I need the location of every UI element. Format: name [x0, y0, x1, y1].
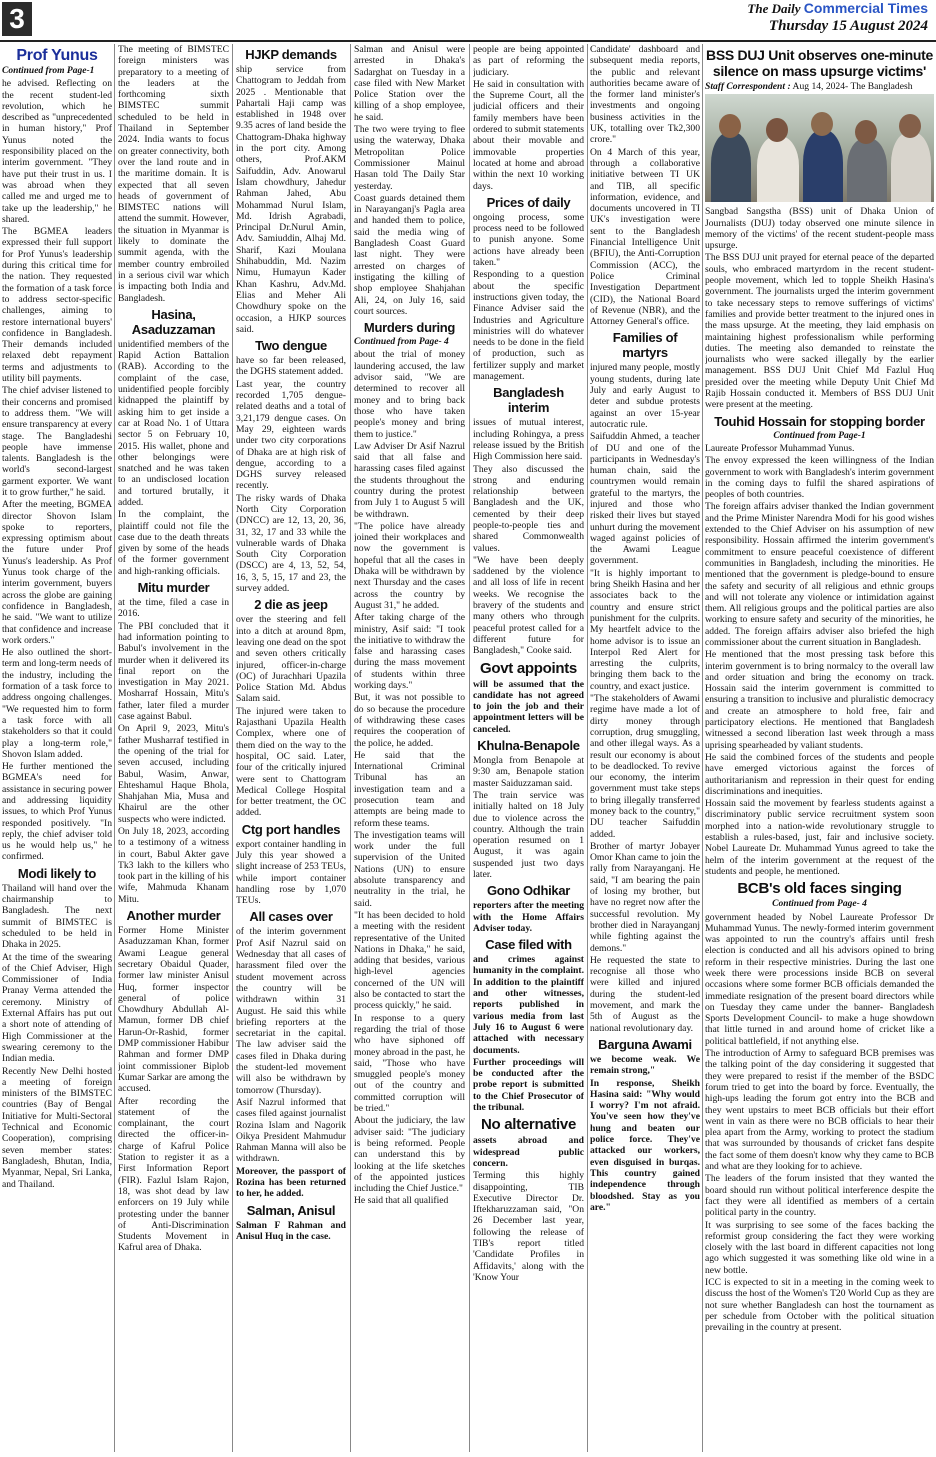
- byline: [705, 81, 934, 92]
- article-paragraph: Candidate' dashboard and subsequent media reports, the public and relevant authorities became aware of the former land minister's investments and ongoing business activities in the UK, totalling over Tk2,300 crore.": [590, 44, 700, 146]
- headline-mitu-murder: Mitu murder: [137, 580, 210, 596]
- article-paragraph: The chief adviser listened to their concerns and promised to address them. "We will ensure transparency at every stage. The Bangladeshi people have immense talents. Bangladesh is the world's second-largest garment exporter. We want it to grow further," he said.: [2, 385, 112, 498]
- article-paragraph: The meeting of BIMSTEC foreign ministers was preparatory to a meeting of the leaders at the forthcoming sixth BIMSTEC summit scheduled to be held in Thailand in September 2024. India wants to focus on greater connectivity, both over the land route and in the maritime domain. It is expected that all seven heads of government of BIMSTEC nations will attend the summit. However, the situation in Myanmar is likely to dominate the summit agenda, with the member country embroiled in a serious civil war which is impacting both India and Bangladesh.: [118, 44, 229, 304]
- article-paragraph: He said the combined forces of the students and people have emerged victorious against the forces of authoritarianism and repression in their quest for ending discriminations and inequities.: [705, 751, 934, 797]
- column-5: [473, 44, 584, 1452]
- article-paragraph: export container handling in July this year showed a slight increase of 253 TEUs, while import container handling rose by 1,070 TEUs.: [236, 838, 346, 907]
- article-paragraph: Coast guards detained them in Narayanganj's Pagla area and handed them to police, said the media wing of Bangladesh Coast Guard last night. They were arrested on charges of instigating the killing of shop employee Shahjahan Ali, 24, on July 16, said court sources.: [354, 192, 465, 317]
- continued-note: Continued from Page- 4: [354, 337, 449, 348]
- article-paragraph: "The stakeholders of Awami regime have made a lot of dirty money through corruption, drug smuggling, and other illegal ways. As a result our economy is about to be deadlocked. To revive our economy, the interim government must take steps to bring illegally transferred money back to the country," DU teacher Saifuddin added.: [590, 693, 700, 840]
- article-paragraph: ICC is expected to sit in a meeting in the coming week to discuss the host of the Women's T20 World Cup as they are not sure whether Bangladesh can host the tournament as per schedule from October with the political situation prevailing in the country at present.: [705, 1277, 934, 1334]
- article-paragraph: The train service was initially halted on 18 July due to violence across the country. Although the train operation resumed on 1 August, it was again suspended just two days later.: [473, 789, 584, 880]
- article-paragraph: unidentified members of the Rapid Action Battalion (RAB). According to the complaint of the case, unidentified people forcibly kidnapped the plaintiff by asking him to get inside a car at Road No. 1 of Uttara sector 5 on February 10, 2015. His wallet, phone and other belongings were snatched and he was taken to an undisclosed location and tortured brutally, it added.: [118, 338, 229, 508]
- byline-label: Staff Correspondent :: [705, 81, 791, 92]
- article-paragraph: "It has been decided to hold a meeting with the resident representative of the United Nations in Dhaka," he said, adding that besides, various high-level agencies concerned of the UN will also be contacted to start the process quickly," he said.: [354, 909, 465, 1012]
- newspaper-brand: Commercial Times: [803, 0, 928, 16]
- article-paragraph: The foreign affairs adviser thanked the Indian government and the Prime Minister Narendra Modi for his good wishes extended to the Chief Adviser on his assumption of new responsibility. Hossain affirmed the interim government's commitment to ensure peaceful coexistence of different communities in Bangladesh, including the minorities. He mentioned that the government is pledge-bound to ensure the safety and security of all religious and ethnic groups and will not tolerate any violence or intimidation against them. All religious groups and the political parties are also working to ensure safety and security of the minorities, he added. The foreign affairs adviser also briefed the high commissioner about the current situation in Bangladesh.: [705, 501, 934, 648]
- headline-no-alternative: No alternative: [481, 1116, 576, 1134]
- headline-khulna-benapole: Khulna-Benapole: [477, 738, 580, 754]
- page-number: 3: [2, 2, 32, 36]
- article-paragraph: He mentioned that the most pressing task before this interim government is to bring normalcy to the overall law and order situation and bring the economy on track. Hossain said the interim government is committed to ensuring a transition to inclusive and pluralistic democracy and create an atmosphere to hold free, fair and participatory elections. He mentioned that Bangladesh witnessed a second liberation last week through a mass uprising spearheaded by valiant students.: [705, 649, 934, 751]
- column-divider: [350, 44, 351, 1452]
- newspaper-name: [747, 0, 928, 17]
- article-paragraph: Salman and Anisul were arrested in Dhaka's Sadarghat on Tuesday in a case filed with New Market Police Station over the killing of a shop employee, he said.: [354, 44, 465, 123]
- column-1: [2, 44, 112, 1452]
- article-paragraph: Laureate Professor Muhammad Yunus.: [705, 442, 855, 454]
- article-paragraph: Saifuddin Ahmed, a teacher of DU and one of the participants in Wednesday's human chain, said the countrymen would remain grateful to the martyrs, the injured and those who risked their lives but stayed unhurt during the movement waged against policies of the Awami League government.: [590, 431, 700, 567]
- article-paragraph: Thailand will hand over the chairmanship to Bangladesh. The next summit of BIMSTEC is scheduled to be held in Dhaka in 2025.: [2, 882, 112, 951]
- article-paragraph: Brother of martyr Jobayer Omor Khan came to join the rally from Narayanganj. He said, "I am bearing the pain of losing my brother, but have no regret now after the successful revolution. My brother died in Narayanganj while fighting against the demons.": [590, 840, 700, 954]
- headline-families-martyrs: Families of martyrs: [612, 330, 678, 361]
- continued-note: Continued from Page-1: [773, 430, 866, 441]
- article-paragraph: injured many people, mostly young students, during late July and early August to deter and subdue protests against an over 15-year autocratic rule.: [590, 362, 700, 430]
- column-divider: [702, 44, 703, 1452]
- article-paragraph: They also discussed the strong and enduring relationship between Bangladesh and the UK, cemented by their deep people-to-people ties and shared Commonwealth values.: [473, 463, 584, 554]
- headline-ctg-port: Ctg port handles: [241, 821, 341, 837]
- headline-murders-during: Murders during: [363, 320, 456, 336]
- article-paragraph: issues of mutual interest, including Rohingya, a press release issued by the British High Commission here said.: [473, 417, 584, 463]
- article-paragraph: about the trial of money laundering accused, the law advisor said, "We are determined to recover all money and to bring back those who have taken people's money and bring them to justice.": [354, 349, 465, 440]
- headline-case-filed: Case filed with: [485, 937, 572, 953]
- headline-prices-daily: Prices of daily: [486, 194, 571, 210]
- article-paragraph: The envoy expressed the keen willingness of the Indian government to work with Bangladesh's interim government in the coming days to fulfil the shared aspirations of peoples of both countries.: [705, 455, 934, 501]
- article-paragraph: The injured were taken to Rajasthani Upazila Health Complex, where one of them died on the way to the hospital, OC said. Later, four of the critically injured were sent to Chattogram Medical College Hospital for better treatment, the OC added.: [236, 705, 346, 819]
- article-paragraph: He further mentioned the BGMEA's need for assistance in securing power and addressing liquidity issues, to which Prof Yunus responded positively. "In reply, the chief adviser told us he would help us," he confirmed.: [2, 761, 112, 863]
- column-2: [118, 44, 229, 1452]
- issue-date: Thursday 15 August 2024: [768, 18, 928, 34]
- article-paragraph: Hossain said the movement by fearless students against a discriminatory public service recruitment system soon morphed into a nation-wide revolutionary struggle to establish a rules-based, just, fair and inclusive society. Nobel Laureate Dr. Muhammad Yunus agreed to take the helm of the interim government at the request of the students and people, he mentioned.: [705, 798, 934, 877]
- column-divider: [232, 44, 233, 1452]
- headline-bss-duj: BSS DUJ Unit observes one-minute silence on mass upsurge victims': [706, 47, 933, 79]
- headline-gono-odhikar: Gono Odhikar: [486, 883, 571, 899]
- article-paragraph: The investigation teams will work under the full supervision of the United Nations (UN) to ensure absolute transparency and neutrality in the trial, he said.: [354, 829, 465, 909]
- article-paragraph: Responding to a question about the specific instructions given today, the Finance Adviser said the Industries and Agriculture ministries will do whatever needs to be done in the field of production, such as fertilizer supply and market management.: [473, 269, 584, 383]
- article-paragraph: at the time, filed a case in 2016.: [118, 597, 229, 620]
- headline-barguna-awami: Barguna Awami: [598, 1036, 692, 1052]
- headline-two-dengue: Two dengue: [255, 338, 327, 354]
- headline-touhid-hossain: Touhid Hossain for stopping border: [714, 413, 925, 429]
- article-paragraph: Mongla from Benapole at 9:30 am, Benapole station master Saiduzzaman said.: [473, 755, 584, 789]
- byline-text: Aug 14, 2024- The Bangladesh: [790, 81, 913, 92]
- headline-govt-appoints: Govt appoints: [480, 659, 577, 677]
- article-paragraph: over the steering and fell into a ditch at around 8pm, leaving one dead on the spot and seven others critically injured, officer-in-charge (OC) of Jurachhari Upazila Police Station Md. Abdus Salam said.: [236, 614, 346, 705]
- newspaper-prefix: The Daily: [747, 1, 801, 16]
- article-paragraph: After taking charge of the ministry, Asif said: "I took the initiative to withdraw the false and harassing cases during the mass movement of students within three working days.": [354, 612, 465, 692]
- article-paragraph: we become weak. We remain strong,": [590, 1053, 700, 1077]
- article-paragraph: of the interim government Prof Asif Nazrul said on Wednesday that all cases of harassment filed over the student movement across the country will be withdrawn within 31 August. He said this while briefing reporters at the secretariat in the capital. The law adviser said the cases filed in Dhaka during the student-led movement will also be withdrawn by tomorrow (Thursday).: [236, 926, 346, 1096]
- article-paragraph: Further proceedings will be conducted after the probe report is submitted to the Chief Prosecutor of the tribunal.: [473, 1056, 584, 1114]
- article-paragraph: and crimes against humanity in the complaint. In addition to the plaintiff and other witnesses, reports published in various media from last July 16 to August 6 were attached with necessary documents.: [473, 954, 584, 1056]
- article-paragraph: The BGMEA leaders expressed their full support for Prof Yunus's leadership during this critical time for the nation. They requested the formation of a task force to address sector-specific challenges, aiming to restore international buyers' confidence in Bangladesh. Their demands included relaxed debt repayment terms and adjustments to utility bill payments.: [2, 226, 112, 385]
- column-divider: [587, 44, 588, 1452]
- article-paragraph: He also outlined the short-term and long-term needs of the industry, including the formation of a task force to address ongoing challenges. "We requested him to form a task force with all stakeholders so that it could play a long-term role," Shovon Islam added.: [2, 647, 112, 760]
- page-masthead: [0, 0, 936, 42]
- article-paragraph: ongoing process, some process need to be followed to punish anyone. Some actions have already been taken.": [473, 211, 584, 269]
- article-paragraph: people are being appointed as part of reforming the judiciary.: [473, 44, 584, 78]
- article-paragraph: In response to a query regarding the trial of those who have siphoned off money abroad in the past, he said, "Those who have smuggled people's money out of the country and committed corruption will be tried.": [354, 1012, 465, 1115]
- article-paragraph: Former Home Minister Asaduzzaman Khan, former Awami League general secretary Obaidul Quader, former law minister Anisul Huq, former inspector general of police Chowdhury Abdullah Al-Mamun, former DB chief Harun-Or-Rashid, former DMP commissioner Habibur Rahman and former DMP joint commissioner Biplob Kumar Sarkar are among the accused.: [118, 925, 229, 1095]
- article-paragraph: It was surprising to see some of the faces backing the reformist group considering the fact they were working closely with the last board in different capacities not long ago which suggested it was something like old wine in a new bottle.: [705, 1219, 934, 1276]
- article-paragraph: will be assumed that the candidate has not agreed to join the job and their appointment letters will be canceled.: [473, 678, 584, 735]
- article-paragraph: Last year, the country recorded 1,705 dengue-related deaths and a total of 3,21,179 dengue cases. On May 29, eighteen wards under two city corporations of Dhaka are at high risk of dengue, according to a DGHS survey released recently.: [236, 378, 346, 492]
- article-paragraph: reporters after the meeting with the Home Affairs Adviser today.: [473, 900, 584, 934]
- column-divider: [114, 44, 115, 1452]
- article-paragraph: assets abroad and widespread public concern.: [473, 1135, 584, 1169]
- headline-prof-yunus: Prof Yunus: [16, 47, 98, 64]
- article-paragraph: "The police have already joined their workplaces and now the government is hopeful that all the cases in Dhaka will be withdrawn by next Thursday and the cases across the country by August 31," he added.: [354, 520, 465, 611]
- article-paragraph: Moreover, the passport of Rozina has been returned to her, he added.: [236, 1165, 346, 1200]
- headline-modi-likely: Modi likely to: [17, 865, 97, 881]
- article-paragraph: Terming this highly disappointing, TIB Executive Director Dr. Iftekharuzzaman said, "On 26 December last year, following the release of TIB's report titled 'Candidate Profiles in Affidavits,' along with the 'Know Your: [473, 1170, 584, 1283]
- article-paragraph: He said that the International Criminal Tribunal has an investigation team and a prosecution team and attempts are being made to reform these teams.: [354, 749, 465, 829]
- article-paragraph: On 4 March of this year, through a collaborative initiative between TI UK and TIB, all specific information, evidence, and documents uncovered in TI UK's investigation were sent to the Bangladesh Financial Intelligence Unit (BFIU), the Anti-Corruption Commission (ACC), the Police Criminal Investigation Department (CID), the National Board of Revenue (NBR), and the Attorney General's office.: [590, 146, 700, 328]
- article-paragraph: Salman F Rahman and Anisul Huq in the case.: [236, 1219, 346, 1242]
- article-paragraph: The introduction of Army to safeguard BCB premises was the talking point of the day considering it suggested that they were prepared to resist if the member of the BSDC forum tried to get into the board by force. Eventually, the high-ups leading the forum got entry into the BCB and they went upstairs to meet BCB officials but their effort went in vain as there were no BCB officials to hear their plea apart from the Army, working to protect the stadium that was surrounded by thousands of cricket fans despite the fact some of them doesn't know why they came to BCB and what are they looking for to achieve.: [705, 1048, 934, 1173]
- article-paragraph: have so far been released, the DGHS statement added.: [236, 355, 346, 378]
- headline-another-murder: Another murder: [126, 908, 221, 924]
- news-photo: [705, 94, 934, 202]
- article-paragraph: But, it was not possible to do so because the procedure of withdrawing these cases requires the cooperation of the police, he added.: [354, 692, 465, 749]
- headline-bcb-old-faces: BCB's old faces singing: [737, 880, 902, 898]
- headline-hasina-asaduzzaman: Hasina, Asaduzzaman: [131, 306, 216, 337]
- article-paragraph: The BSS DUJ unit prayed for eternal peace of the departed souls, who embraced martyrdom in the recent student-people movement, which led to topple Sheikh Hasina's government. The journalists urged the interim government to take necessary steps to remove sufferings of victims' families and provide better treatment to the injured ones in the mass upsurge. At the meeting, they laid emphasis on maintaining highest professionalism while performing duties. The meeting also demanded to reinstate the journalists who were sacked illegally by the earlier management. BSS DUJ Unit Chief Md Fazlul Huq presided over the meeting while Deputy Unit Chief Md Rajib Hossain conducted it. Members of BSS DUJ Unit were present at the meeting.: [705, 252, 934, 411]
- article-paragraph: In response, Sheikh Hasina said: "Why would I worry? I'm not afraid. You've seen how they've hung and beaten our police force. They've attacked our workers, even disguised in burqas. This country gained independence through bloodshed. Stay as you are.": [590, 1077, 700, 1213]
- headline-bangladesh-interim: Bangladesh interim: [493, 385, 564, 416]
- article-paragraph: The two were trying to flee using the waterway, Dhaka Metropolitan Police Commissioner Mainul Hasan told The Daily Star yesterday.: [354, 124, 465, 192]
- article-paragraph: The PBI concluded that it had information pointing to Babul's involvement in the murder when it delivered its final report on the investigation in May 2021. Mosharraf Hossain, Mitu's father, later filed a murder case against Babul.: [118, 620, 229, 723]
- continued-note: Continued from Page- 4: [772, 899, 867, 910]
- article-paragraph: About the judiciary, the law adviser said: "The judiciary is being reformed. People can understand this by looking at the life sketches of the appointed justices including the Chief Justice.": [354, 1115, 465, 1195]
- column-7: [705, 44, 934, 1452]
- article-paragraph: After recording the statement of the complainant, the court directed the officer-in-charge of Kafrul Police Station to register it as a First Information Report (FIR). Fazlul Islam Rajon, 18, was shot dead by law enforcers on 19 July while protesting under the banner of Anti-Discrimination Students Movement in Kafrul area of Dhaka.: [118, 1095, 229, 1254]
- article-paragraph: Recently New Delhi hosted a meeting of foreign ministers of the BIMSTEC countries (Bay of Bengal Initiative for Multi-Sectoral Technical and Economic Cooperation), comprising seven member states: Bangladesh, Bhutan, India, Myanmar, Nepal, Sri Lanka, and Thailand.: [2, 1065, 112, 1190]
- article-paragraph: The leaders of the forum insisted that they wanted the board should run without political interference despite the fact they were all identified as members of a certain political party in the country.: [705, 1173, 934, 1219]
- article-paragraph: He said in consultation with the Supreme Court, all the judicial officers and their family members have been ordered to submit statements about their movable and immovable properties located at home and abroad within the next 10 working days.: [473, 78, 584, 192]
- headline-salman-anisul: Salman, Anisul: [246, 1202, 336, 1218]
- article-paragraph: The risky wards of Dhaka North City Corporation (DNCC) are 12, 13, 20, 36, 31, 32, 17 and 33 while the vulnerable wards of Dhaka South City Corporation (DSCC) are 4, 13, 52, 54, 16, 3, 5, 15, 17 and 23, the survey added.: [236, 492, 346, 595]
- article-paragraph: "We have been deeply saddened by the violence and all loss of life in recent weeks. We recognise the bravery of the students and many others who through peaceful protest called for a different future for Bangladesh," Cooke said.: [473, 554, 584, 657]
- article-paragraph: government headed by Nobel Laureate Professor Dr Muhammad Yunus. The newly-formed interim government was appointed to run the country's affairs until fresh election is conducted and all his advisors opined to bring reform in their respective ministries. During the last one week there were processions inside BCB on several occasions where some former BCB officials demanded the immediate resignation of the present board directors while on Tuesday they came under the banner- Bangladesh Sports Development Council- to make a huge showdown that little turned in and around home of cricket like a political battlefield, if not anything else.: [705, 911, 934, 1047]
- article-paragraph: In the complaint, the plaintiff could not file the case due to the death threats given by some of the heads of the former government and high-ranking officials.: [118, 509, 229, 577]
- column-divider: [469, 44, 470, 1452]
- article-paragraph: Sangbad Sangstha (BSS) unit of Dhaka Union of Journalists (DUJ) today observed one minute silence in memory of the victims' of the recent student-people mass upsurge.: [705, 206, 934, 252]
- article-paragraph: On July 18, 2023, according to a testimony of a witness in court, Babul Akter gave Tk3 lakh to the killers who took part in the killing of his wife, Mahmuda Khanam Mitu.: [118, 826, 229, 905]
- headline-jeep-accident: 2 die as jeep: [254, 597, 328, 613]
- headline-all-cases: All cases over: [249, 909, 333, 925]
- article-paragraph: On April 9, 2023, Mitu's father Musharraf testified in the opening of the trial for seven accused, including Babul, Wasim, Anwar, Ehteshamul Haque Bhola, Shahjahan Mia, Musa and Khairul are the other suspects who were indicted.: [118, 723, 229, 825]
- article-paragraph: he advised. Reflecting on the recent student-led revolution, which he described as "unprecedented in human history," Prof Yunus noted the responsibility placed on the interim government. "They have put their trust in us. I was abroad when they called me and urged me to take up the leadership," he shared.: [2, 78, 112, 225]
- column-3: [236, 44, 346, 1452]
- column-6: [590, 44, 700, 1452]
- article-paragraph: At the time of the swearing of the Chief Adviser, High Commissioner of India Pranay Verma attended the ceremony. Ministry of External Affairs has put out a short note of attending of High Commissioner at the swearing ceremony to the Indian media.: [2, 951, 112, 1065]
- continued-note: Continued from Page-1: [2, 66, 95, 76]
- headline-hjkp-demands: HJKP demands: [245, 47, 337, 62]
- article-paragraph: "It is highly important to bring Sheikh Hasina and her associates back to the country and ensure strict punishment for the culprits. My heartfelt advice to the home advisor is to issue an Interpol Red Alert for arresting the culprits, bringing them back to the country, and exact justice.: [590, 567, 700, 692]
- article-paragraph: ship service from Chattogram to Jeddah from 2025 . Mentionable that Pahartali Haji camp was established in 1948 over 9.35 acres of land beside the Chattogram-Dhaka highway in the port city. Among others, Prof.AKM Saifuddin, Adv. Anowarul Islam chowdhury, Jahedur Rahman Jahed, Abu Mohammad Nurul Islam, Md. Idrish Agrabadi, Principal Dr.Nurul Amin, Adv. Samiuddin, Alhaj Md. Sharif, Kazi Moulana Shihabuddin, Md. Nazim Nimu, Humayun Kader Khan Kashru, Adv.Md. Elias and Meher Ali Chowdhury spoke on the occasion, a HJKP sources said.: [236, 64, 346, 335]
- article-paragraph: He said that all qualified: [354, 1195, 449, 1207]
- article-paragraph: After the meeting, BGMEA director Shovon Islam spoke to reporters, expressing optimism about the future under Prof Yunus's leadership. As Prof Yunus took charge of the interim government, buyers across the globe are gaining confidence in Bangladesh, he said. "We want to utilize that confidence and increase work orders.": [2, 499, 112, 646]
- article-paragraph: Asif Nazrul informed that cases filed against journalist Rozina Islam and Nagorik Oikya President Mahmudur Rahman Manna will also be withdrawn.: [236, 1096, 346, 1165]
- article-paragraph: He requested the state to recognise all those who were killed and injured during the student-led movement, and mark the 5th of August as the national revolutionary day.: [590, 954, 700, 1034]
- column-4: [354, 44, 465, 1452]
- article-paragraph: Law Adviser Dr Asif Nazrul said that all false and harassing cases filed against the students throughout the country during the protest from July 1 to August 5 will be withdrawn.: [354, 440, 465, 520]
